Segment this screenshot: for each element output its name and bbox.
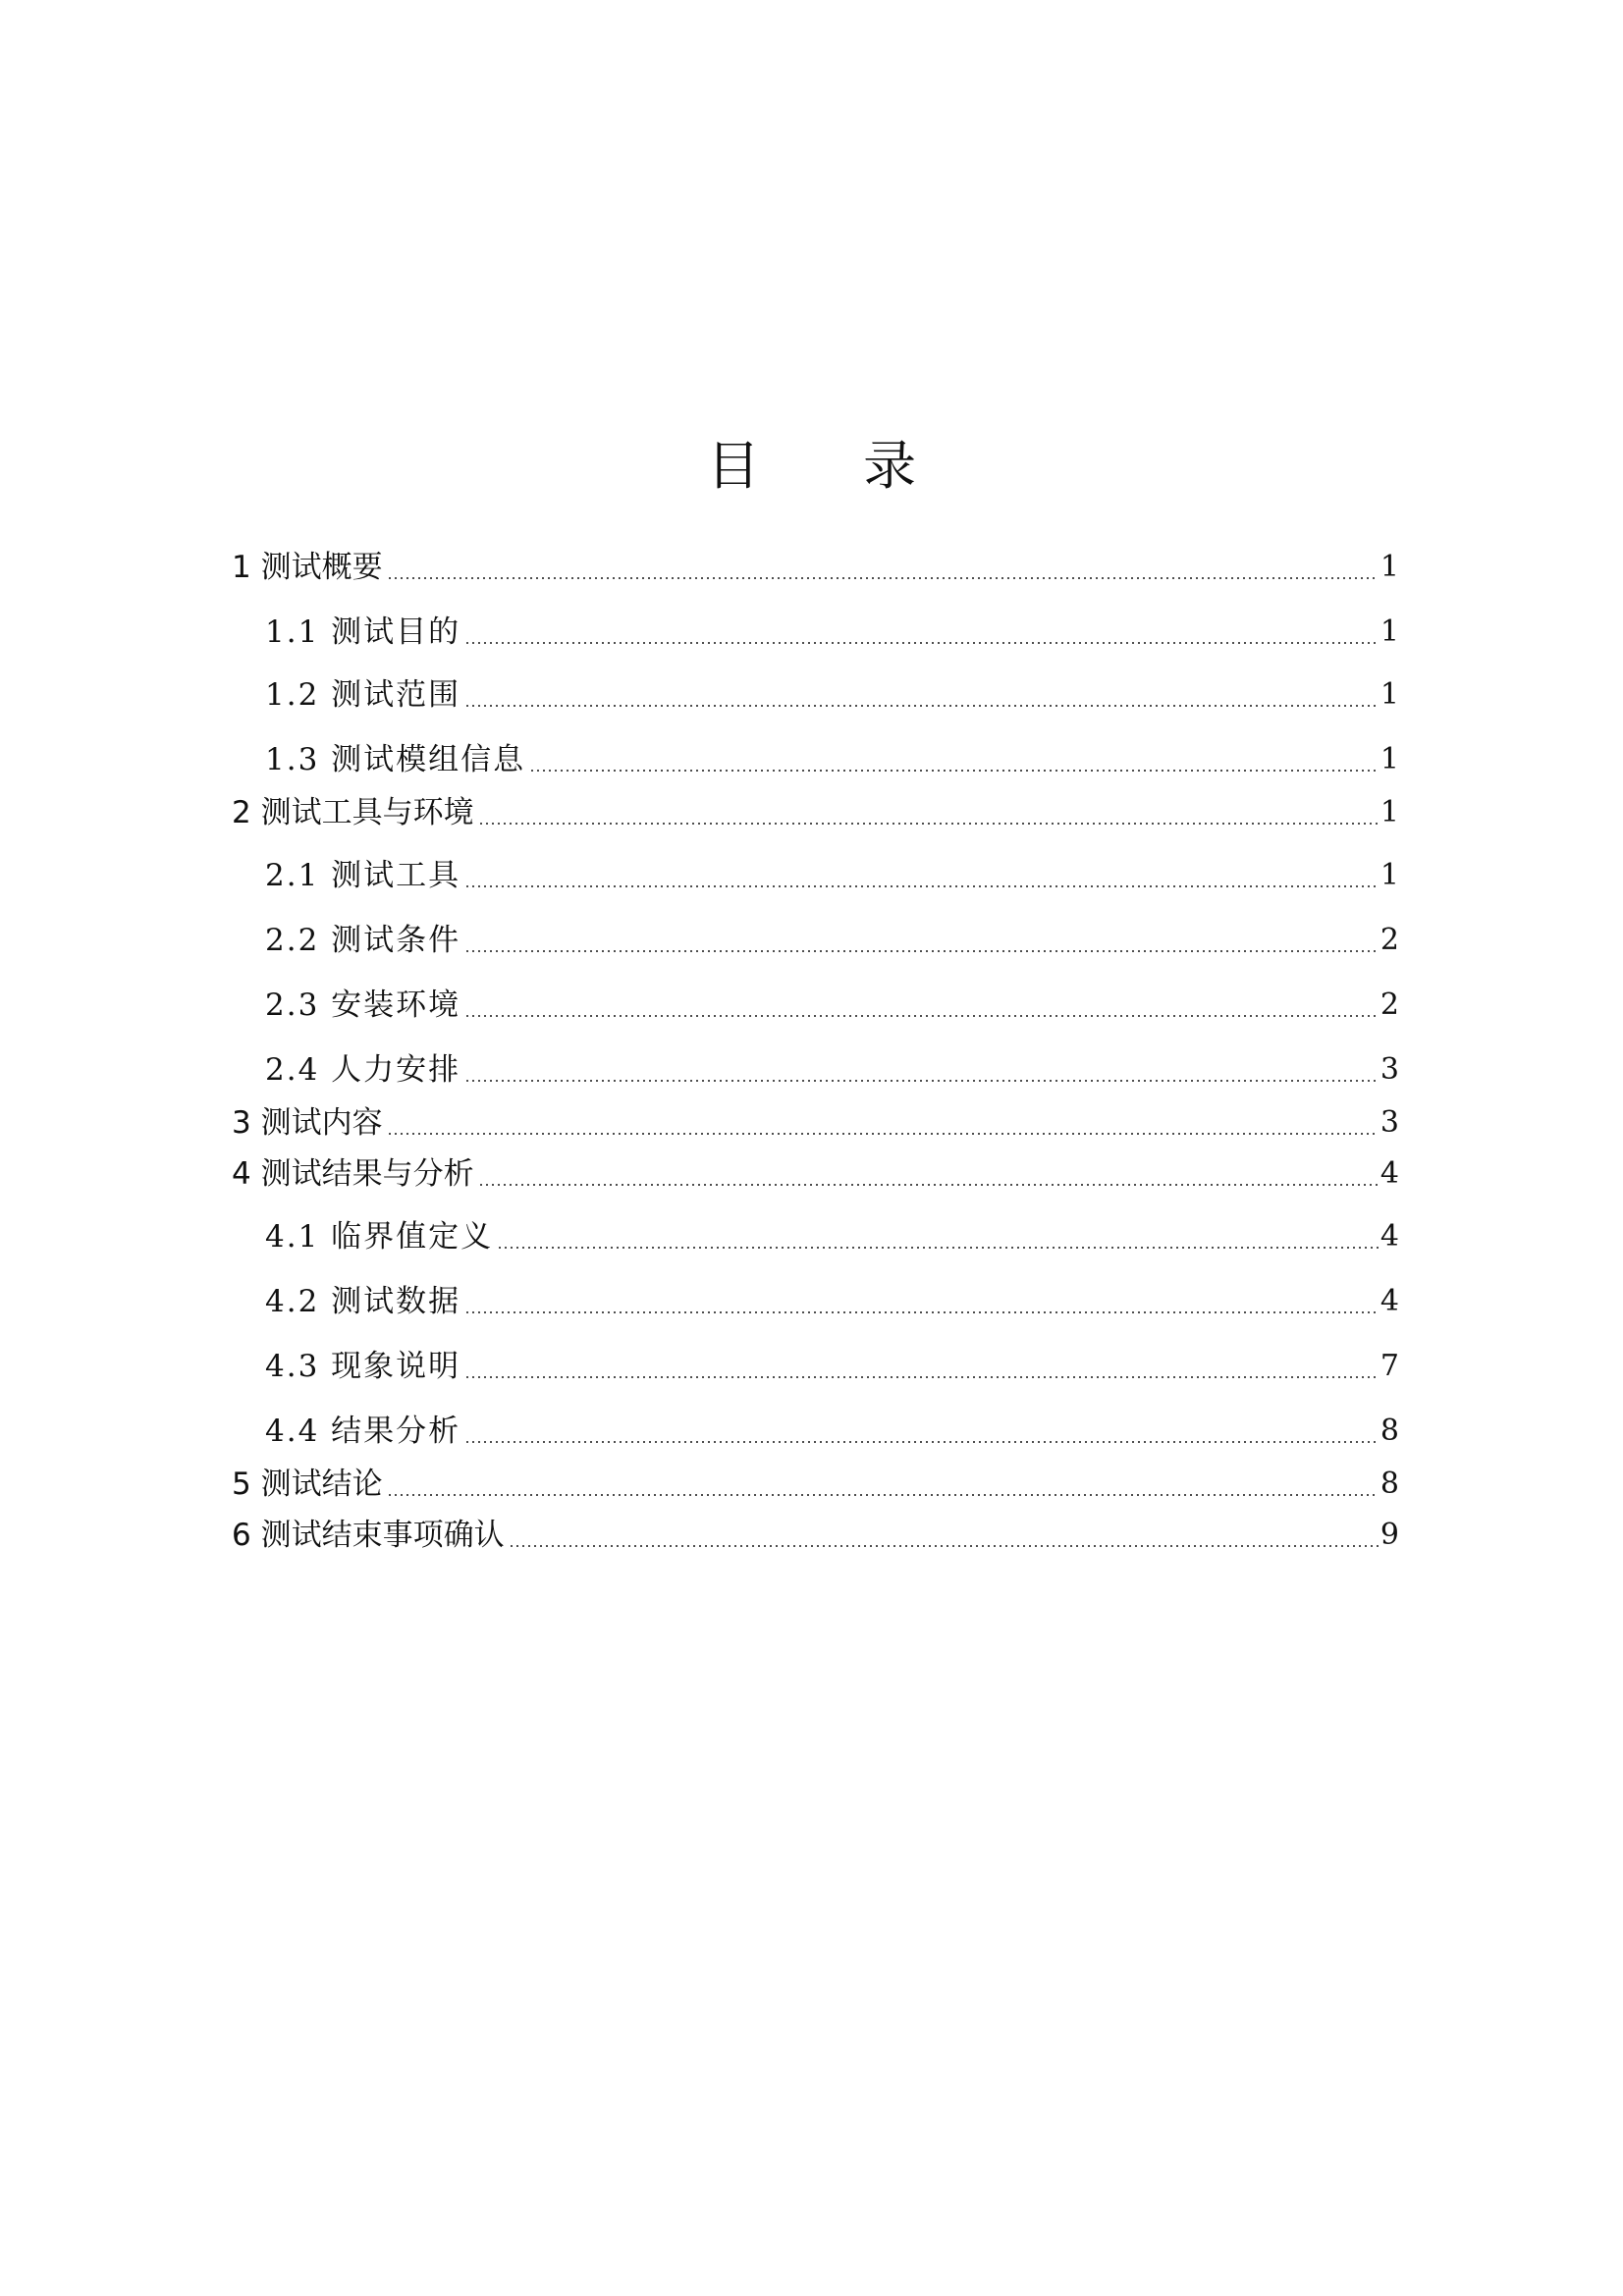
- toc-title: 目 录: [706, 435, 960, 497]
- toc-entry-page: 4: [1380, 1219, 1399, 1254]
- toc-entry-page: 7: [1380, 1349, 1399, 1383]
- dot-leader: [497, 1247, 1379, 1249]
- dot-leader: [464, 950, 1379, 952]
- toc-entry-page: 2: [1380, 923, 1399, 957]
- toc-entry-label: 2.3 安装环境: [265, 988, 461, 1023]
- toc-entry[interactable]: [265, 1215, 1399, 1258]
- toc-entry-label: 1.3 测试模组信息: [265, 742, 526, 777]
- toc-entry[interactable]: [265, 1280, 1399, 1323]
- toc-entry-page: 8: [1380, 1467, 1399, 1501]
- dot-leader: [464, 705, 1379, 707]
- toc-entry[interactable]: [265, 854, 1399, 897]
- toc-entry-label: 4.1 临界值定义: [265, 1219, 494, 1255]
- dot-leader: [464, 642, 1379, 644]
- toc-entry[interactable]: [232, 791, 1399, 834]
- toc-entry[interactable]: [265, 1410, 1399, 1453]
- toc-entry-label: 2.1 测试工具: [265, 858, 461, 893]
- dot-leader: [464, 1080, 1379, 1082]
- dot-leader: [509, 1545, 1379, 1547]
- toc-entry[interactable]: [265, 984, 1399, 1027]
- toc-entry-page: 3: [1380, 1105, 1399, 1140]
- toc-entry-label: 2.2 测试条件: [265, 923, 461, 958]
- toc-entry-page: 4: [1380, 1284, 1399, 1318]
- toc-entry[interactable]: [265, 673, 1399, 717]
- toc-entry-page: 9: [1380, 1518, 1399, 1552]
- toc-entry-page: 8: [1380, 1414, 1399, 1448]
- toc-entry[interactable]: [232, 546, 1399, 589]
- toc-entry-page: 1: [1380, 614, 1399, 649]
- dot-leader: [387, 1133, 1379, 1135]
- toc-entry-label: 1 测试概要: [232, 550, 383, 585]
- dot-leader: [464, 1441, 1379, 1443]
- toc-entry-label: 1.1 测试目的: [265, 614, 461, 650]
- toc-entry-page: 1: [1380, 550, 1399, 584]
- toc-entry-label: 4.4 结果分析: [265, 1414, 461, 1449]
- dot-leader: [529, 770, 1379, 772]
- toc-entry-page: 1: [1380, 795, 1399, 829]
- toc-entry[interactable]: [232, 1101, 1399, 1145]
- dot-leader: [478, 823, 1379, 825]
- dot-leader: [478, 1184, 1379, 1186]
- toc-entry-label: 6 测试结束事项确认: [232, 1518, 505, 1553]
- toc-entry[interactable]: [232, 1152, 1399, 1196]
- toc-entry[interactable]: [265, 1048, 1399, 1092]
- toc-entry-page: 1: [1380, 677, 1399, 712]
- dot-leader: [464, 885, 1379, 887]
- dot-leader: [464, 1015, 1379, 1017]
- toc-entry[interactable]: [265, 919, 1399, 962]
- dot-leader: [464, 1311, 1379, 1313]
- toc-entry-page: 2: [1380, 988, 1399, 1022]
- toc-entry[interactable]: [232, 1514, 1399, 1557]
- toc-entry-label: 4.3 现象说明: [265, 1349, 461, 1384]
- toc-entry-page: 4: [1380, 1156, 1399, 1191]
- toc-entry[interactable]: [232, 1463, 1399, 1506]
- toc-entry-page: 3: [1380, 1052, 1399, 1087]
- toc-entry-page: 1: [1380, 858, 1399, 892]
- toc-entry[interactable]: [265, 1345, 1399, 1388]
- toc-entry-label: 3 测试内容: [232, 1105, 383, 1141]
- toc-entry-label: 5 测试结论: [232, 1467, 383, 1502]
- toc-entry[interactable]: [265, 738, 1399, 781]
- toc-entry-label: 4 测试结果与分析: [232, 1156, 474, 1192]
- toc-entry-page: 1: [1380, 742, 1399, 776]
- dot-leader: [387, 577, 1379, 579]
- dot-leader: [387, 1494, 1379, 1496]
- toc-entry-label: 1.2 测试范围: [265, 677, 461, 713]
- toc-entry-label: 4.2 测试数据: [265, 1284, 461, 1319]
- toc-entry-label: 2 测试工具与环境: [232, 795, 474, 830]
- dot-leader: [464, 1376, 1379, 1378]
- toc-entry-label: 2.4 人力安排: [265, 1052, 461, 1088]
- toc-entry[interactable]: [265, 611, 1399, 654]
